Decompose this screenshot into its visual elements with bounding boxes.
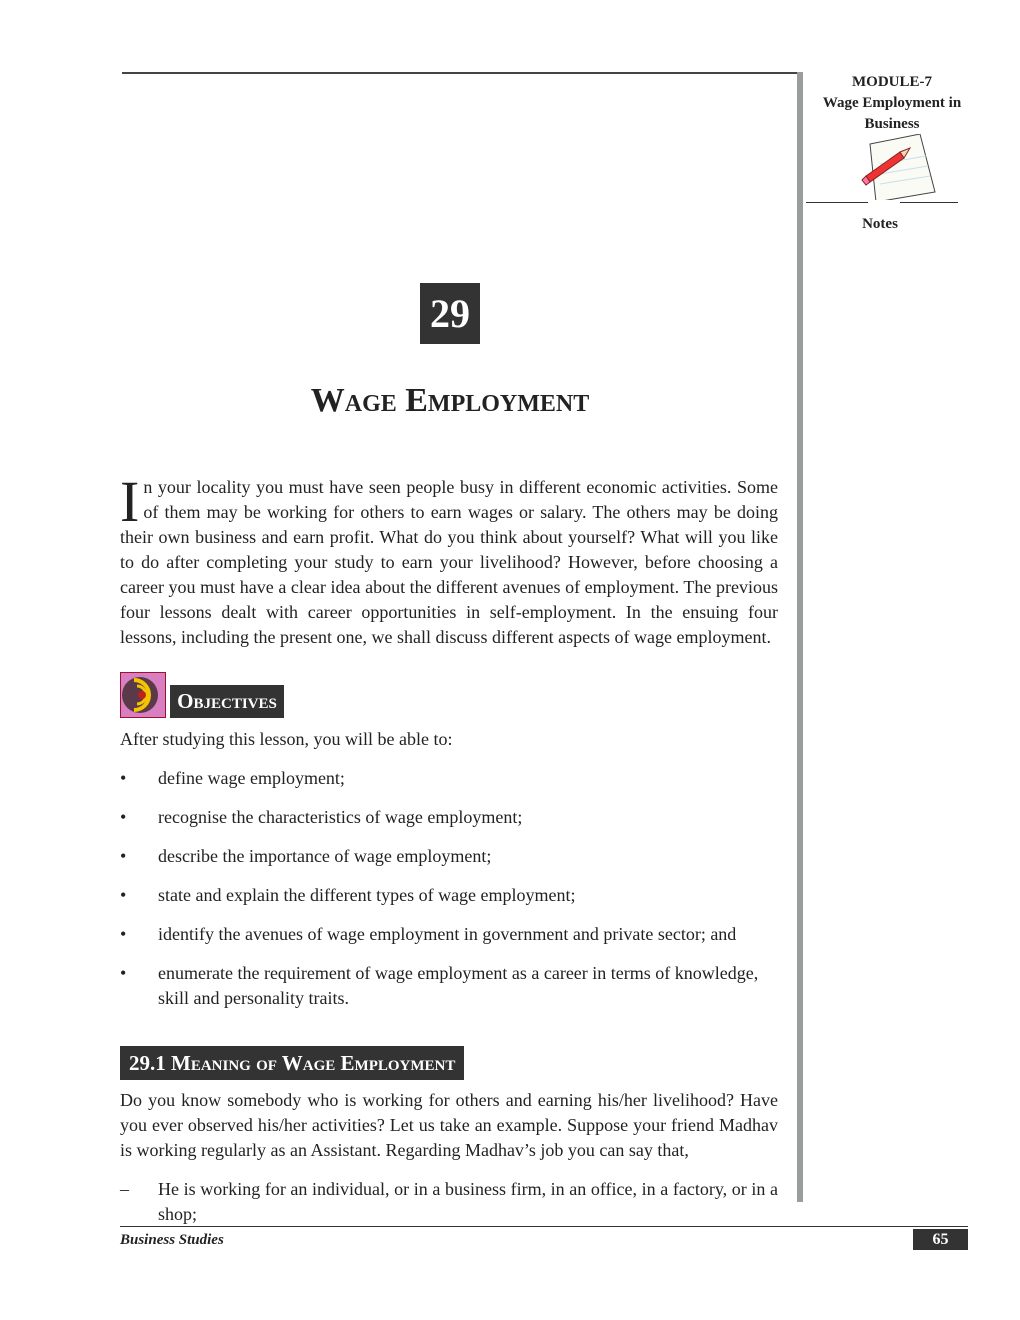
module-title-line1: Wage Employment in [822,95,962,111]
objectives-intro: After studying this lesson, you will be able to: [120,729,453,749]
chapter-number: 29 [420,283,480,344]
page-number: 65 [913,1229,968,1250]
list-item: • recognise the characteristics of wage employment; [120,807,523,827]
notes-label: Notes [862,216,898,232]
module-header [812,72,972,135]
drop-cap: I [120,469,140,534]
book-title: Business Studies [120,1232,224,1248]
section-paragraph: Do you know somebody who is working for others and earning his/her livelihood? Have you ever observed his/her activities? Let us take an example. Suppose your friend Madhav is working regularly as an Assistant. Regarding Madhav’s job you can say that, [120,1090,778,1160]
footer-rule [120,1226,968,1227]
list-item: • describe the importance of wage employment; [120,846,492,866]
section-heading: 29.1 Meaning of Wage Employment [120,1046,464,1080]
top-rule [122,72,802,74]
intro-text: n your locality you must have seen people busy in different economic activities. Some of them may be working for others to earn wages or salary. The others may be doing their own business and earn profit. What do you think about yourself? What will you like to do after completing your study to earn your livelihood? However, before choosing a career you must have a clear idea about the different avenues of employment. The previous four lessons dealt with career opportunities in self-employment. In the ensuing four lessons, including the present one, we shall discuss different aspects of wage employment. [120,477,778,647]
module-number: MODULE-7 [852,74,932,90]
intro-paragraph [120,469,778,650]
notes-rule [806,202,868,203]
objectives-list [120,766,778,1025]
chapter-title: Wage Employment [310,382,590,419]
margin-bar [797,72,803,1202]
notepad-pencil-icon [858,134,938,200]
objectives-target-icon [120,672,166,718]
notes-rule [900,202,958,203]
list-item: • identify the avenues of wage employment in government and private sector; and [120,924,737,944]
list-item: • enumerate the requirement of wage employment as a career in terms of knowledge, skill and personality traits. [120,963,759,1008]
list-item: • state and explain the different types of wage employment; [120,885,576,905]
module-title-line2: Business [864,116,920,132]
list-item: • define wage employment; [120,768,345,788]
objectives-heading: Objectives [170,685,284,718]
dash-list-item: – He is working for an individual, or in a business firm, in an office, in a factory, or in a shop; [120,1179,778,1224]
